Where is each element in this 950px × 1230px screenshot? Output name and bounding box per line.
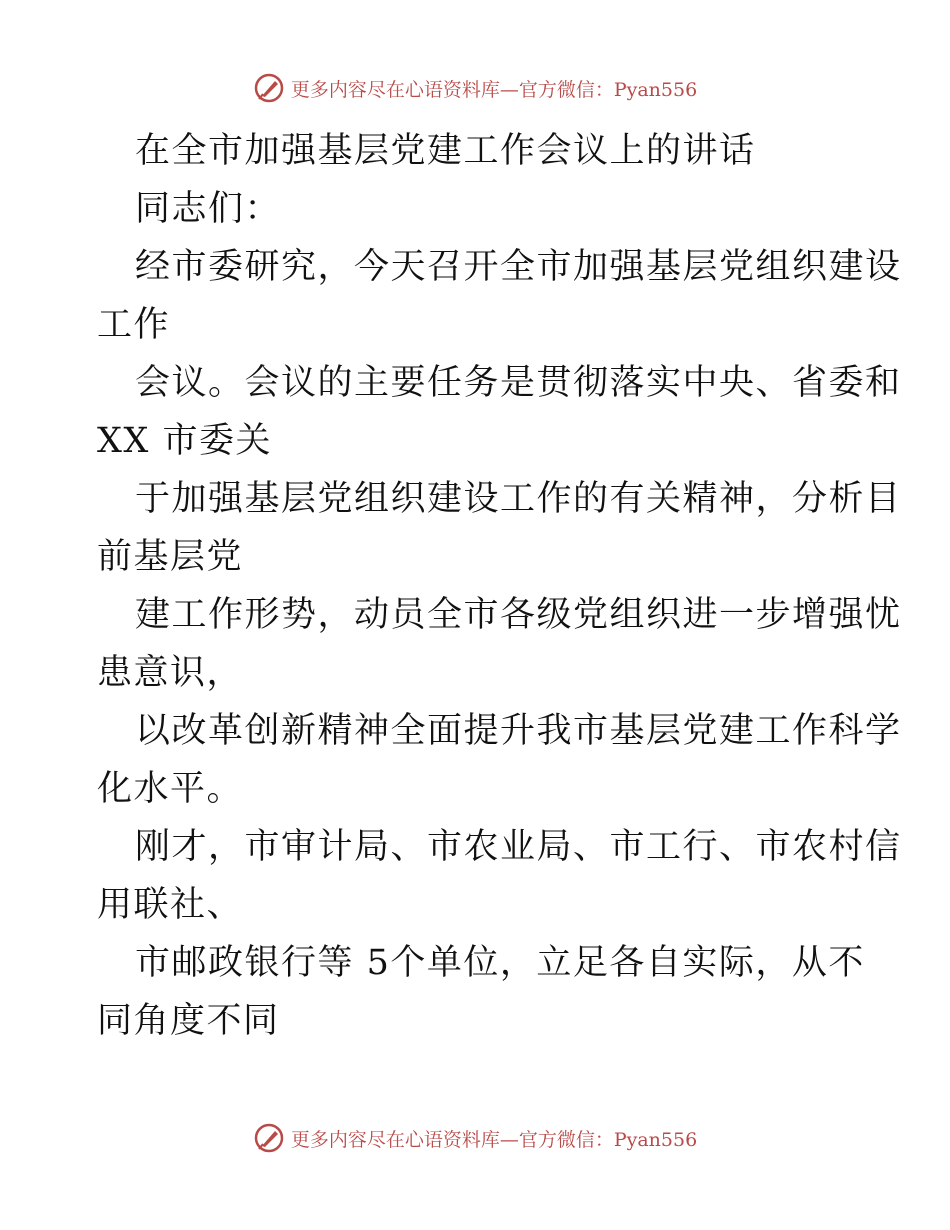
text-line: XX 市委关: [97, 421, 272, 461]
text-line: 患意识，: [97, 653, 244, 693]
text-line: 在全市加强基层党建工作会议上的讲话: [135, 131, 756, 171]
text-line: 建工作形势，动员全市各级党组织进一步增强忧: [135, 595, 902, 635]
text-line: 以改革创新精神全面提升我市基层党建工作科学: [135, 711, 902, 751]
text-line: 工作: [97, 305, 171, 345]
text-line: 同角度不同: [97, 1001, 280, 1041]
text-line: 于加强基层党组织建设工作的有关精神，分析目: [135, 479, 902, 519]
watermark-text: 更多内容尽在心语资料库—官方微信：Pyan556: [290, 1128, 698, 1151]
document-body: [97, 122, 902, 1050]
text-line: 刚才，市审计局、市农业局、市工行、市农村信: [135, 827, 902, 867]
text-line: 市邮政银行等 5个单位，立足各自实际，从不: [135, 943, 865, 983]
quill-logo-icon: [253, 1122, 285, 1154]
text-line: 会议。会议的主要任务是贯彻落实中央、省委和: [135, 363, 902, 403]
text-line: 前基层党: [97, 537, 244, 577]
text-line: 化水平。: [97, 769, 244, 809]
text-line: 经市委研究，今天召开全市加强基层党组织建设: [135, 247, 902, 287]
text-line: 同志们：: [135, 189, 282, 229]
watermark-text: 更多内容尽在心语资料库—官方微信：Pyan556: [290, 78, 698, 101]
quill-logo-icon: [253, 72, 285, 104]
footer-watermark: [0, 1122, 950, 1154]
header-watermark: [0, 72, 950, 104]
text-line: 用联社、: [97, 885, 244, 925]
